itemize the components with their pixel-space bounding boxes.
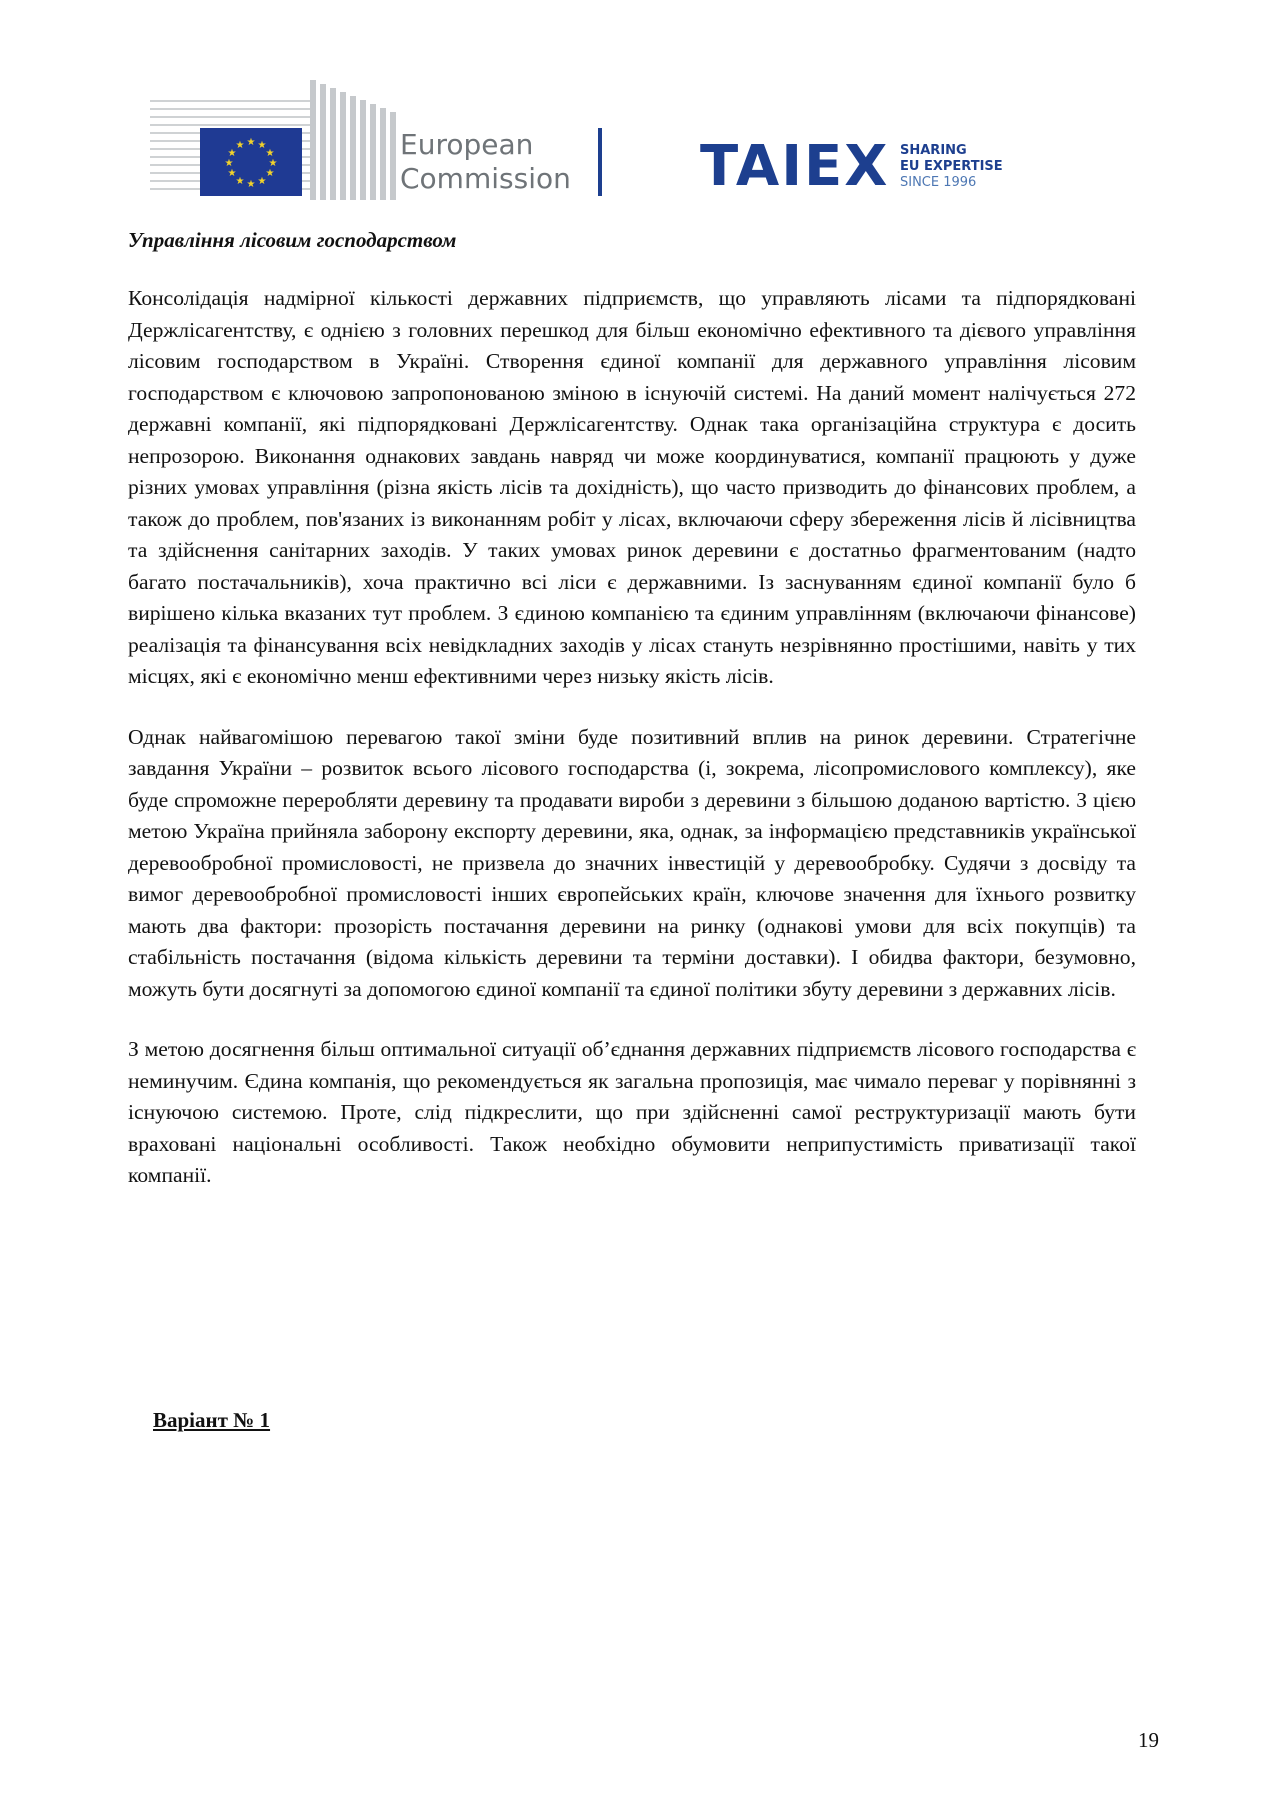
taiex-tagline-line1: SHARING bbox=[900, 143, 967, 158]
taiex-logo bbox=[700, 135, 1020, 205]
european-commission-logo bbox=[150, 70, 610, 200]
variant-heading: Варіант № 1 bbox=[153, 1408, 271, 1432]
paragraph-2: Однак найвагомішою перевагою такої зміни буде позитивний вплив на ринок деревини. Стратегічне завдання України – розвиток всього лісового господарства (і, зокрема, лісопромислового комплексу), яке буде спроможне переробляти деревину та продавати вироби з деревини з більшою доданою вартістю. З цією метою Україна прийняла заборону експорту деревини, яка, однак, за інформацією представників української деревообробної промисловості, не призвела до значних інвестицій у деревообробку. Судячи з досвіду та вимог деревообробної промисловості інших європейських країн, ключове значення для їхнього розвитку мають два фактори: прозорість постачання деревини на ринку (однакові умови для всіх покупців) та стабільність постачання (відома кількість деревини та терміни доставки). І обидва фактори, безумовно, можуть бути досягнуті за допомогою єдиної компанії та єдиної політики збуту деревини з державних лісів. bbox=[128, 724, 1136, 1001]
section-heading: Управління лісовим господарством bbox=[128, 228, 457, 252]
svg-text:★: ★ bbox=[235, 176, 245, 187]
taiex-tagline-line3: SINCE 1996 bbox=[900, 175, 977, 190]
svg-text:★: ★ bbox=[265, 168, 275, 179]
document-body bbox=[128, 228, 1136, 1221]
svg-text:★: ★ bbox=[268, 158, 278, 169]
paragraph-1: Консолідація надмірної кількості державних підприємств, що управляють лісами та підпорядковані Держлісагентству, є однією з головних перешкод для більш економічно ефективного та дієвого управління лісовим господарством в Україні. Створення єдиної компанії для державного управління лісовим господарством є ключовою запропонованою зміною в існуючій системі. На даний момент налічується 272 державні компанії, які підпорядковані Держлісагентству. Однак така організаційна структура є досить непрозорою. Виконання однакових завдань навряд чи може координуватися, компанії працюють у дуже різних умовах управління (різна якість лісів та дохідність), що часто призводить до фінансових проблем, а також до проблем, пов'язаних із виконанням робіт у лісах, включаючи сферу збереження лісів й лісівництва та здійснення санітарних заходів. У таких умовах ринок деревини є достатньо фрагментованим (надто багато постачальників), хоча практично всі ліси є державними. Із заснуванням єдиної компанії було б вирішено кілька вказаних тут проблем. З єдиною компанією та єдиним управлінням (включаючи фінансове) реалізація та фінансування всіх невідкладних заходів у лісах стануть незрівнянно простішими, навіть у тих місцях, які є економічно менш ефективними через низьку якість лісів. bbox=[128, 286, 1136, 688]
commission-building-wing-icon bbox=[310, 70, 400, 200]
taiex-tagline-line2: EU EXPERTISE bbox=[900, 159, 1003, 174]
svg-text:★: ★ bbox=[235, 140, 245, 151]
european-commission-wordmark bbox=[400, 128, 571, 196]
page-header bbox=[150, 70, 1050, 200]
svg-text:★: ★ bbox=[257, 176, 267, 187]
svg-text:★: ★ bbox=[224, 158, 234, 169]
ec-logo-divider bbox=[598, 128, 602, 196]
ec-wordmark-line2: Commission bbox=[400, 162, 571, 195]
svg-text:★: ★ bbox=[257, 140, 267, 151]
paragraph-3: З метою досягнення більш оптимальної ситуації об’єднання державних підприємств лісового господарства є неминучим. Єдина компанія, що рекомендується як загальна пропозиція, має чимало переваг у порівнянні з існуючою системою. Проте, слід підкреслити, що при здійсненні самої реструктуризації мають бути враховані національні особливості. Також необхідно обумовити неприпустимість приватизації такої компанії. bbox=[128, 1037, 1136, 1187]
page-number: 19 bbox=[1138, 1728, 1159, 1752]
taiex-wordmark: TAIEX bbox=[700, 134, 890, 199]
svg-text:★: ★ bbox=[227, 148, 237, 159]
svg-text:★: ★ bbox=[227, 168, 237, 179]
svg-text:★: ★ bbox=[246, 137, 256, 148]
taiex-tagline bbox=[900, 143, 1003, 191]
eu-flag-icon bbox=[200, 128, 302, 196]
svg-text:★: ★ bbox=[265, 148, 275, 159]
svg-text:★: ★ bbox=[246, 179, 256, 190]
ec-wordmark-line1: European bbox=[400, 128, 534, 161]
